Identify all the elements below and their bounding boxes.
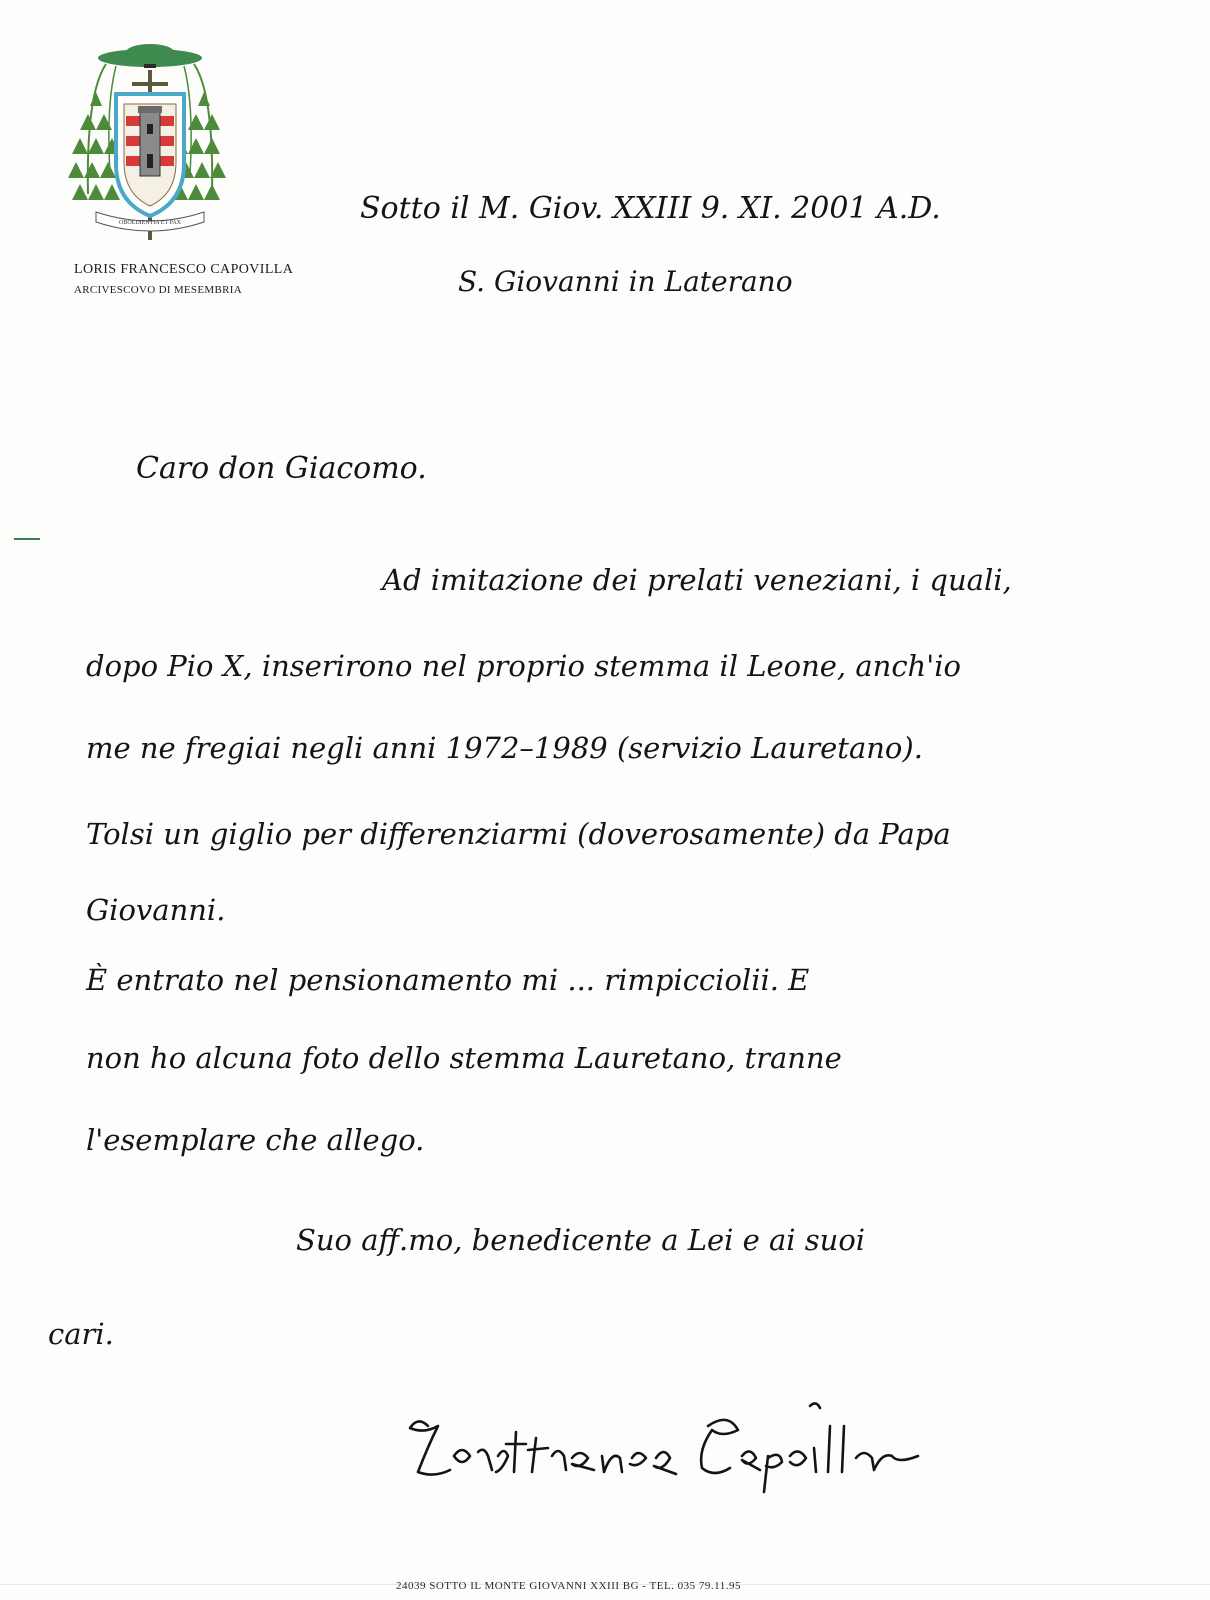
body-line: cari. [48, 1317, 114, 1351]
place-line-2: S. Giovanni in Laterano [458, 265, 793, 298]
footer-address: 24039 SOTTO IL MONTE GIOVANNI XXIII BG - TEL. 035 79.11.95 [396, 1580, 742, 1592]
body-line: non ho alcuna foto dello stemma Lauretano, tranne [86, 1041, 842, 1075]
motto-text: OBOEDIENTIA ET PAX [118, 220, 182, 226]
body-line: dopo Pio X, inserirono nel proprio stemma il Leone, anch'io [86, 649, 961, 683]
place-date: Sotto il M. Giov. XXIII 9. XI. 2001 A.D. [360, 191, 941, 226]
body-line: Tolsi un giglio per differenziarmi (doverosamente) da Papa [86, 817, 951, 851]
sender-name: LORIS FRANCESCO CAPOVILLA [74, 262, 294, 277]
coat-of-arms [66, 44, 234, 244]
sender-title: ARCIVESCOVO DI MESEMBRIA [74, 284, 242, 296]
fold-mark [14, 538, 40, 540]
signature [398, 1386, 938, 1496]
body-line: l'esemplare che allego. [86, 1123, 425, 1157]
body-line: È entrato nel pensionamento mi ... rimpicciolii. E [86, 963, 810, 997]
body-line: Suo aff.mo, benedicente a Lei e ai suoi [296, 1223, 866, 1257]
body-line: Giovanni. [86, 893, 226, 927]
body-line: Ad imitazione dei prelati veneziani, i quali, [382, 563, 1012, 597]
salutation: Caro don Giacomo. [136, 451, 427, 486]
body-line: me ne fregiai negli anni 1972–1989 (servizio Lauretano). [86, 731, 923, 765]
